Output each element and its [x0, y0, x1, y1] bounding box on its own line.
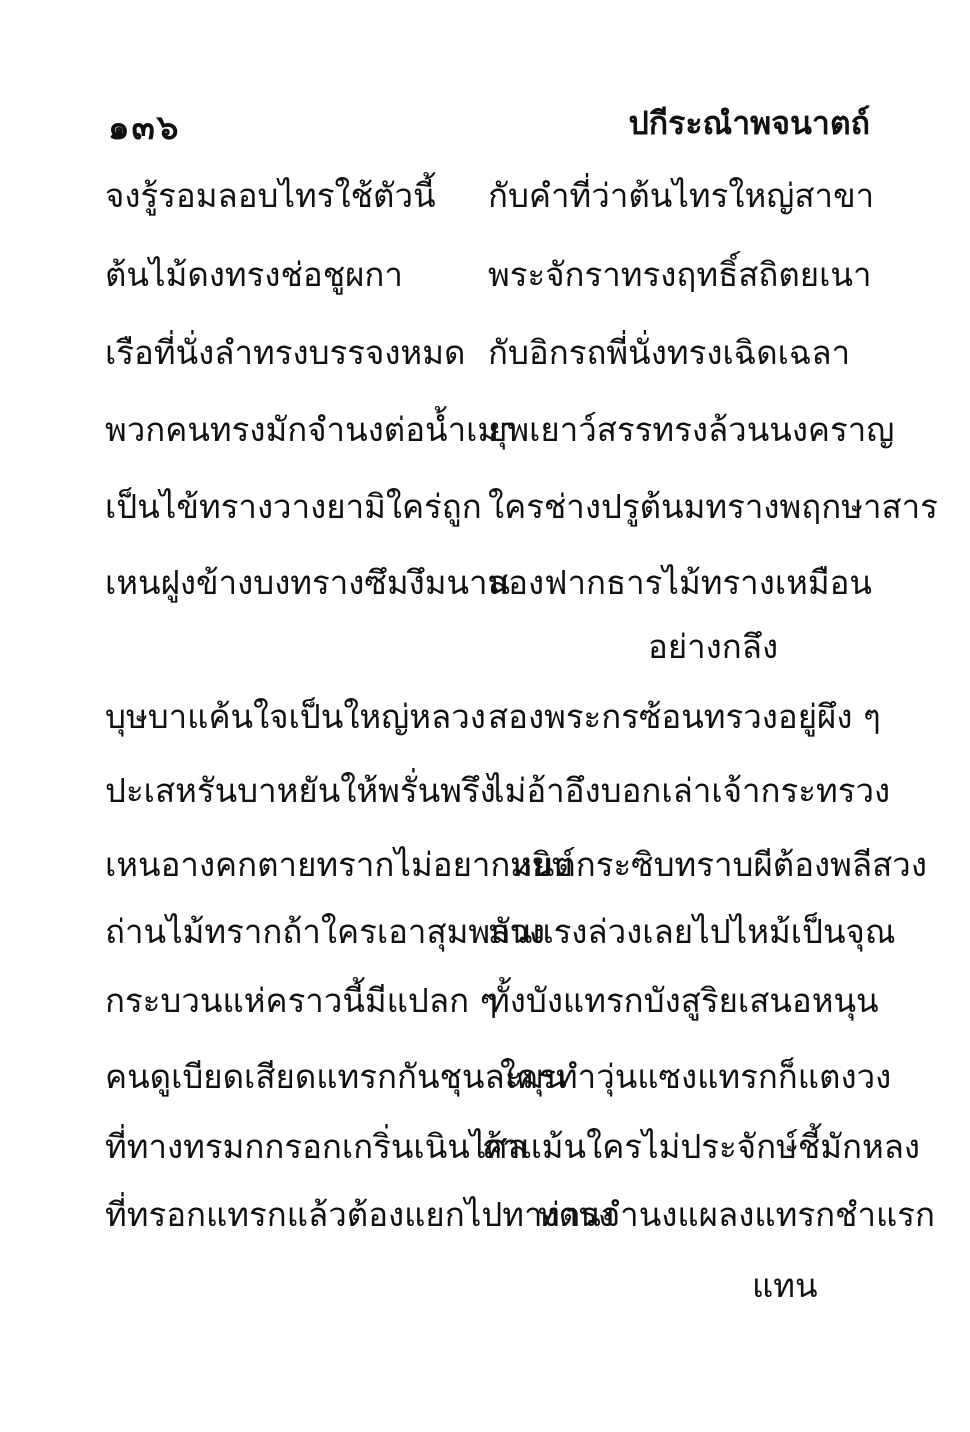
verse-line-second: สองพระกรซ้อนทรวงอยู่ผึง ๆ [488, 697, 881, 736]
verse-line-first: ที่ทางทรมกกรอกเกริ่นเนินไศล [105, 1127, 528, 1166]
verse-line-first: เหนอางคกตายทรากไม่อยากหยิบ [105, 845, 573, 884]
verse-line-second: กับคำที่ว่าต้นไทรใหญ่สาขา [488, 176, 875, 215]
verse-line-second: สองฟากธารไม้ทรางเหมือน [488, 563, 872, 602]
verse-line-first: เหนฝูงข้างบงทรางซึมงึมนาน [105, 563, 511, 602]
verse-line-first: พวกคนทรงมักจำนงต่อน้ำเมา [105, 410, 518, 449]
verse-line-second: พระจักราทรงฤทธิ์สถิตยเนา [488, 255, 872, 294]
verse-line-second: ไม่อ้าอึงบอกเล่าเจ้ากระทรวง [488, 771, 891, 810]
verse-line-first: กระบวนแห่คราวนี้มีแปลก ๆ [105, 981, 498, 1020]
running-title: ปกีระณำพจนาตถ์ [628, 104, 870, 142]
verse-line-second: กับอิกรถพี่นั่งทรงเฉิดเฉลา [488, 333, 851, 372]
verse-line-second: ใครทำวุ่นแซงแทรกก็แตงวง [500, 1057, 892, 1096]
verse-line-second: ถ้าแม้นใครไม่ประจักษ์ชี้มักหลง [482, 1127, 921, 1166]
verse-line-first: คนดูเบียดเสียดแทรกกันชุนละมุน [105, 1057, 567, 1096]
verse-line-second: มันแรงล่วงเลยไปไหม้เป็นจุณ [488, 912, 896, 951]
verse-line-first: ที่ทรอกแทรกแล้วต้องแยกไปทางตรง [105, 1195, 614, 1234]
verse-line-first: จงรู้รอมลอบไทรใช้ตัวนี้ [105, 176, 436, 215]
verse-line-second: ท่านจำนงแผลงแทรกชำแรก [538, 1195, 935, 1234]
verse-line-second: ยุพเยาว์สรรทรงล้วนนงคราญ [488, 410, 895, 449]
verse-line-second: ใครช่างปรูต้นมทรางพฤกษาสาร [488, 487, 938, 526]
verse-line-first: ต้นไม้ดงทรงช่อชูผกา [105, 255, 403, 294]
verse-line-first: ถ่านไม้ทรากถ้าใครเอาสุมพลวง [105, 912, 545, 951]
verse-line-second: มนต์กระซิบทราบผีต้องพลีสวง [510, 845, 927, 884]
verse-line-first: บุษบาแค้นใจเป็นใหญ่หลวง [105, 697, 486, 736]
verse-line-continuation: อย่างกลึง [648, 627, 779, 666]
verse-line-first: ปะเสหรันบาหยันให้พรั่นพรึง [105, 771, 496, 810]
page-number: ๑๓๖ [108, 108, 181, 148]
verse-line-continuation: แทน [752, 1266, 818, 1305]
verse-line-first: เป็นไข้ทรางวางยามิใคร่ถูก [105, 487, 482, 526]
verse-line-second: ทั้งบังแทรกบังสูริยเสนอหนุน [488, 981, 879, 1020]
verse-line-first: เรือที่นั่งลำทรงบรรจงหมด [105, 333, 466, 372]
